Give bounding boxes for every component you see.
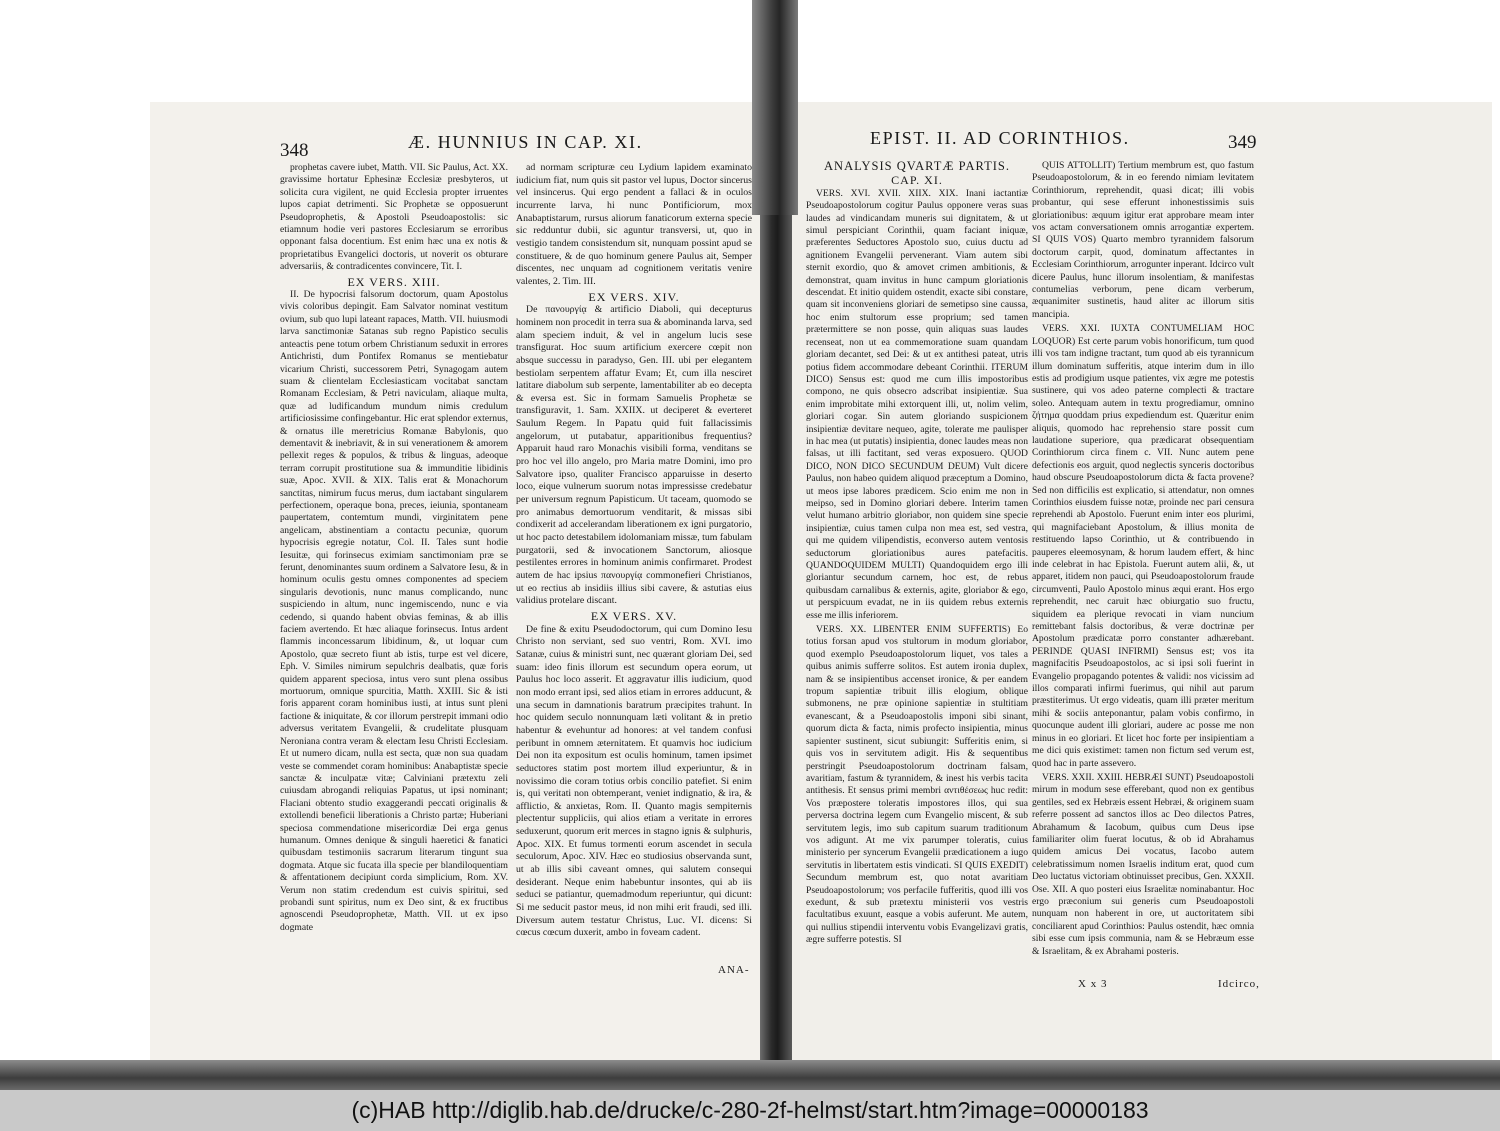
section-heading: EX VERS. XIV. (588, 289, 680, 304)
running-head-right: EPIST. II. AD CORINTHIOS. (870, 128, 1130, 148)
paragraph: De πανουργίᾳ & artificio Diaboli, qui decepturus hominem non procedit in terra sua & abominanda larva, sed alam speciem induit, & vel in angelum lucis sese transfigurat. Hoc suum artificium exercere cœpit non absque successu in paradyso, Gen. III. ubi per elegantem bestiolam serpentem affatur Evam; Et, cum illa nesciret latitare diabolum sub serpente, lamentabiliter ab eo decepta & eversa est. Sic in formam Samuelis Prophetæ se transfiguravit, 1. Sam. XXIIX. ut deciperet & everteret Saulum Regem. In Papatu quid fuit fallacissimis angelorum, ut putabatur, apparitionibus frequentius? Apparuit haud raro Monachis visibili forma, venditans se pro hoc vel illo angelo, pro Maria matre Domini, imo pro Salvatore ipso, qualiter Francisco apparuisse in deserto loco, eique vulnerum suorum notas impressisse credebatur per universum regnum Papisticum. Ut taceam, quomodo se pro animabus demortuorum venditarit, & missas sibi condixerit ad accelerandam liberationem ex igni purgatorio, ut hoc pacto detestabilem idolomaniam missæ, tum fabulam purgatorii, sed & invocationem Sanctorum, aliosque pestilentes errores in hominum animis confirmaret. Prodest autem de hac ipsius πανουργίᾳ commonefieri Christianos, ut eo rectius ab insidiis illius sibi cavere, & astutias eius validius protelare discant. (516, 304, 752, 607)
catchword-right: Idcirco, (1218, 978, 1260, 990)
paragraph: ad normam scripturæ ceu Lydium lapidem examinato iudicium fiat, num quis sit pastor vel lupus, Doctor sincerus vel insincerus. Qui ergo pendent a fallaci & in oculos incurrente larva, hi nunc Pontificiorum, mox Anabaptistarum, rursus aliorum fanaticorum externa specie sic redduntur dubii, sic aguntur transversi, ut, quo in vestigio tandem consistendum sit, nunquam possint apud se constituere, & de quo hominum genere Paulus ait, Semper discentes, nec unquam ad cognitionem veritatis venire valentes, 2. Tim. III. (516, 162, 752, 287)
paragraph: QUIS ATTOLLIT) Tertium membrum est, quo fastum Pseudoapostolorum, & in eo ferendo nimiam levitatem Corinthiorum, reprehendit, quasi dicat; illi vobis probantur, qui sese efferunt inhonestissimis suis gloriationibus: æquum igitur erat approbare meam inter vos actam conversationem omnis arrogantiæ expertem. SI QUIS VOS) Quarto membro tyrannidem falsorum doctorum carpit, quod, dominatum affectantes in Ecclesiam Corinthiorum, arrogunter inperant. Idcirco vult dicere Paulus, hunc illorum insolentiam, & manifestas contumelias verborum, pene dicam verberum, æquanimiter sustinetis, haud aliter ac illorum sitis mancipia. (1032, 160, 1254, 320)
page-number-left: 348 (280, 140, 309, 161)
source-url-text: (c)HAB http://diglib.hab.de/drucke/c-280-2f-helmst/start.htm?image=00000183 (351, 1097, 1149, 1123)
source-footer (0, 1090, 1500, 1131)
right-page-column-1 (806, 160, 1028, 949)
section-heading: EX VERS. XV. (590, 608, 678, 623)
paragraph: VERS. XX. LIBENTER ENIM SUFFERTIS) Eo totius forsan apud vos stultorum in modum gloriabor, quod exemplo Pseudoapostolorum liquet, vos tales a quibus animis sufferre solitos. Est autem ironia duplex, nam & se insipientibus accenset ironice, & per eandem tropum sapientiæ tribuit illis elogium, oblique submonens, ne præ opinione sapientiæ in stultitiam evanescant, & a Pseudoapostolis imponi sibi sinant, quorum dicta & facta, nimis profecto insipientia, minus sapienter sustinent, sicut subiungit: Sufferitis enim, si quis vos in servitutem adigit. His & sequentibus perstringit Pseudoapostolorum doctrinam falsam, avaritiam, fastum & tyrannidem, & inest his verbis tacita antithesis. Et sensus primi membri αντιθέσεως huc redit: Vos præpostere toleratis impostores illos, qui sua perversa doctrina legem cum Evangelio miscent, & sub servitutem legis, imo sub capitum suarum traditionum vos adigunt. At me vix parumper toleratis, cuius ministerio per syncerum Evangelii prædicationem a iugo servitutis in libertatem estis vindicati. SI QUIS EXEDIT) Secundum membrum est, quo notat avaritiam Pseudoapostolorum; vos perfacile fufferitis, quod illi vos exedunt, & sub prætextu ministerii vos vestris facultatibus exuunt, easque a vobis auferunt. Me autem, qui nullius stipendii interventu vobis Evangelizavi gratis, ægre sufferre potestis. SI (806, 624, 1028, 946)
paragraph: VERS. XXI. IUXTA CONTUMELIAM HOC LOQUOR) Est certe parum vobis honorificum, tum quod illi vos tam indigne tractant, tum quod ab eis tyrannicum illum dominatum sufferitis, atque interim dum in illo estis ad prodigium usque patientes, vix ægre me potestis sustinere, qui vos adeo paterne complecti & tractare soleo. Antequam autem in textu progrediamur, omnino ζήτημα quoddam prius expediendum est. Quæritur enim aliquis, quomodo hac reprehensio stare possit cum laudatione superiore, qua prædicarat obsequentiam Corinthiorum circa finem c. VII. Nunc autem pene defectionis eos arguit, quod neglectis synceris doctoribus haud obscure Pseudoapostolorum dicta & facta provene? Sed non difficilis est explicatio, si attendatur, non omnes Corinthios eiusdem fuisse notæ, proinde nec pari censura reprehendi ab Apostolo. Fuerunt enim inter eos plurimi, qui magnifaciebant Apostolum, & illius monita de restituendo lapso Corinthio, ut & contribuendo in pauperes eleemosynam, & horum laudem effert, & hinc inde celebrat in hac Epistola. Fuerunt autem alii, &, ut apparet, itidem non pauci, qui Pseudoapostolorum fraude circumventi, Paulo Apostolo minus æqui erant. Hos ergo reprehendit, nec caruit hæc obiurgatio suo fructu, siquidem ea plerique revocati in viam nuncium remittebant falsis doctoribus, & veræ doctrinæ per Apostolum prædicatæ porro constanter adhærebant. PERINDE QUASI INFIRMI) Sensus est; vos ita magnifacitis Pseudoapostolos, ac si ipsi soli fuerint in Evangelio propagando potentes & validi: nos vicissim ad illos comparati infirmi fuerimus, qui nihil aut parum præstiterimus. Ut ergo videatis, quam illi præter meritum mihi & sociis anteponantur, palam vobis confirmo, in quocunque audent illi gloriari, audere ac posse me non minus in eo gloriari. Et licet hoc forte per insipientiam a me dici quis existimet: tamen non fictum sed verum est, quod hac in parte assevero. (1032, 323, 1254, 769)
left-page (150, 102, 764, 1087)
paragraph: prophetas cavere iubet, Matth. VII. Sic Paulus, Act. XX. gravissime hortatur Ephesinæ Ecclesiæ presbyteros, ut solicita cura vigilent, ne quid Ecclesia propter irruentes lupos capiat detrimenti. Sic Prophetæ se opposuerunt Pseudoprophetis, & Apostoli Pseudoapostolis: sic etiamnum hodie veri pastores Ecclesiarum se erroribus opponant falsa docentium. Est enim hæc una ex notis & proprietatibus Evangelici doctoris, ut noverit os obturare adversariis, & contradicentes convincere, Tit. I. (280, 162, 508, 273)
running-head-left: Æ. HUNNIUS IN CAP. XI. (408, 132, 643, 152)
paragraph: VERS. XVI. XVII. XIIX. XIX. Inani iactantiæ Pseudoapostolorum cogitur Paulus opponere veras suas laudes ad vindicandam muneris sui dignitatem, & ut simul perspiciant Corinthii, quam faciant iniquæ, præferentes Seductores Apostolo suo, cuius ductu ad agnitionem Evangelii pervenerant. Viam autem sibi sternit exordio, quo & amovet crimen ambitionis, & demonstrat, quam invitus in hunc campum gloriationis descendat. Et initio quidem ostendit, exacte sibi constare, quam sit inconveniens gloriari de semetipso sine caussa, hoc enim stultorum esse proprium; sed tamen prætermittere se non posse, quin aliquas suas laudes recenseat, non ut ea commemoratione suam quandam gloriam decantet, sed Dei: & ut ex antithesi pateat, utris potius fidem accommodare debeant Corinthii. ITERUM DICO) Sensus est: quod me cum illis impostoribus compono, ne quis obsecro adscribat insipientiæ. Sua enim improbitate mihi extorquent illi, ut, nolim velim, gloriari cogar. Sin autem gloriando suspicionem insipientiæ devitare nequeo, agite, tolerate me paulisper in hac mea (ut putatis) insipientia, donec laudes meas non falsas, ut illi factitant, sed veras exposuero. QUOD DICO, NON DICO SECUNDUM DEUM) Vult dicere Paulus, non habeo quidem aliquod præceptum a Domino, ut meos ipse labores prædicem. Scio enim me non in meipso, sed in Domino gloriari debere. Interim tamen velut humano arbitrio gloriabor, non quidem sine specie insipientiæ, cuius tamen culpa non mea est, sed vestra, qui me quidem vilipendistis, econverso autem ventosis seductorum gloriationibus aures patefacitis. QUANDOQUIDEM MULTI) Quandoquidem ergo illi gloriantur secundum carnem, hoc est, de rebus quibusdam carnalibus & externis, agite, gloriabor & ego, ut perspicuum evadat, ne in iis quidem rebus externis esse me illis inferiorem. (806, 187, 1028, 621)
left-page-column-1 (280, 162, 508, 936)
section-heading: CAP. XI. (891, 173, 943, 188)
right-page-column-2 (1032, 160, 1254, 960)
signature-mark: X x 3 (1078, 978, 1108, 990)
paragraph: VERS. XXII. XXIII. HEBRÆI SUNT) Pseudoapostoli mirum in modum sese efferebant, quod non ex gentibus gentiles, sed ex Hebræis essent Hebræi, & originem suam referre possent ad sanctos illos ac Deo dilectos Patres, Abrahamum & Iacobum, quibus cum Deus ipse familiariter olim fuerat locutus, & ob id Abrahamus quidem amicus Dei vocatus, Iacobo autem celebratissimum nomen Israelis inditum erat, quod cum Deo luctatus victoriam obtinuisset precibus, Gen. XXXII. Ose. XII. A quo posteri eius Israelitæ nominabantur. Hoc ergo præconium sui generis cum Pseudoapostoli nunquam non haberent in ore, ut auctoritatem sibi conciliarent apud Corinthios: Paulus ostendit, hæc omnia sibi esse cum ipsis communia, nam & se Hebræum esse & Israelitam, & ex Abrahami posteris. (1032, 771, 1254, 957)
book-bottom-edge (0, 1060, 1500, 1090)
gutter-top-shadow (752, 0, 798, 215)
paragraph: De fine & exitu Pseudodoctorum, qui cum Domino Iesu Christo non serviant, sed suo ventri, Rom. XVI. imo Satanæ, cuius & ministri sunt, nec quærant gloriam Dei, sed suam: ideo finis illorum est secundum opera eorum, ut Paulus hoc loco asserit. Et aggravatur illis iudicium, quod non modo errant ipsi, sed alios etiam in errores adducunt, & una secum in damnationis baratrum præcipites trahunt. In hoc quidem seculo nonnunquam læti volitant & in pretio habentur & evehuntur ad honores: at vel tandem confusi peribunt in omnem æternitatem. Et quamvis hoc iudicium Dei non ita expositum est oculis hominum, tamen ipsimet seductores statim post mortem illud experiuntur, & in novissimo die coram totius orbis concilio patefiet. Si enim is, qui veritati non obtemperant, veniet indignatio, & ira, & afflictio, & anxietas, Rom. II. Quanto magis sempiternis plectentur suppliciis, qui alios etiam a veritate in errores seduxerunt, quorum erit merces in stagno ignis & sulphuris, Apoc. XIX. Et fumus tormenti eorum ascendet in secula seculorum, Apoc. XIV. Hæc eo studiosius observanda sunt, ut ab illis sibi caveant omnes, qui salutem consequi desiderant. Neque enim habebuntur insontes, qui ab iis seduci se patiantur, quemadmodum reperiuntur, qui dicunt: Si me seducit pastor meus, id non mihi erit fraudi, sed illi. Diversum autem testatur Christus, Luc. VI. dicens: Si cœcus cœcum duxerit, ambo in foveam cadent. (516, 623, 752, 939)
section-heading: ANALYSIS QVARTÆ PARTIS. (824, 159, 1010, 173)
catchword-left: ANA- (718, 964, 750, 976)
section-heading: EX VERS. XIII. (347, 274, 441, 289)
right-page (788, 102, 1492, 1087)
paragraph: II. De hypocrisi falsorum doctorum, quam Apostolus vivis coloribus depingit. Eam Salvator nominat vestitum ovium, sub quo lupi lateant rapaces, Matth. VII. huiusmodi larva sanctimoniæ Satanas sub regno Papistico seculis anteactis pene totum orbem Christianum seduxit in errores Antichristi, dum Pontifex Romanus se mentiebatur vicarium Christi, successorem Petri, Synagogam autem suam & clientelam Ecclesiasticam vocitabat sanctam Romanam Ecclesiam, & Petri naviculam, aliaque multa, quæ ad ludificandum mundum nimis credulum artificiosissime confingebantur. Hic erat splendor externus, & ornatus ille meretricius Romanæ Babylonis, quo dementavit & inebriavit, & in sui venerationem & amorem pellexit reges & populos, & tribus & linguas, adeoque terram corrupit prostitutione sua & immunditie libidinis suæ, Apoc. XVII. & XIX. Talis erat & Monachorum sanctitas, nimirum fucus merus, dum iactabant singularem perfectionem, operaque bona, preces, ieiunia, spontaneam paupertatem, contemtum mundi, virginitatem pene angelicam, abstinentiam a contactu pecuniæ, quorum hypocrisis egregie notatur, Col. II. Tales sunt hodie Iesuitæ, qui forinsecus eximiam sanctimoniam præ se ferunt, denominantes suum ordinem a Salvatore Iesu, & in hominum oculis gestu omnes componentes ad speciem singularis devotionis, nunc manus complicando, nunc suspiciendo in altum, nunc ingemiscendo, nunc e via cedendo, si quando habent obvias feminas, & ab illis faciem avertendo. Et hæc aliaque forinsecus. Intus ardent flammis inconcessarum libidinum, &, ut loquar cum Apostolo, quæ secreto fiunt ab istis, turpe est vel dicere, Eph. V. Similes nimirum sepulchris dealbatis, quæ foris quidem apparent speciosa, intus vero sunt plena ossibus mortuorum, omnique spurcitia, Matth. XXIII. Sic & isti foris apparent coram hominibus iusti, at intus sunt pleni factione & iniquitate, & cor illorum perstrepit immani odio adversus veritatem Evangelii, & crudelitate plusquam Neroniana contra veram & electam Iesu Christi Ecclesiam. Et ut numero dicam, nulla est secta, quæ non sua quadam veste se commendet coram hominibus: Anabaptistæ specie sanctæ & inculpatæ vitæ; Calviniani prætextu zeli cuiusdam abrogandi reliquias Papatus, ut ipsi nominant; Flaciani obtento studio exaggerandi peccati originalis & extollendi beneficii liberationis a Christo partæ; Huberiani speciosa commendatione misericordiæ Dei erga genus humanum. Omnes denique & singuli haeretici & fanatici quibusdam testimoniis sacrarum literarum tingunt sua dogmata. Atque sic fucata illa specie per blandiloquentiam & affentationem decipiunt corda simplicium, Rom. XV. Verum non statim credendum est cuivis spiritui, sed probandi sunt spiritus, num ex Deo sint, & ex fructibus agnoscendi Pseudoprophetæ, Matth. VII. ut ex ipso dogmate (280, 289, 508, 933)
page-number-right: 349 (1228, 132, 1257, 153)
left-page-column-2 (516, 162, 752, 942)
